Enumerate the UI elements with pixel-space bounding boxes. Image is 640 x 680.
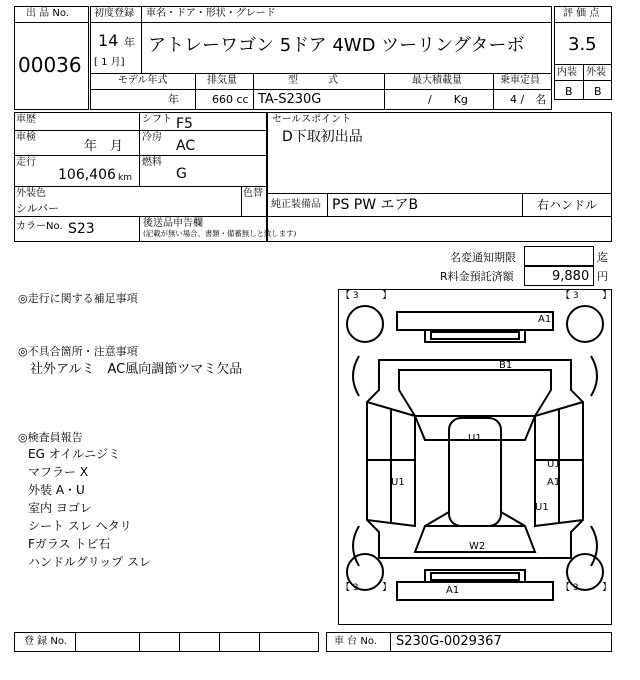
displacement-label: 排気量 — [207, 75, 237, 86]
inspector-item: シート スレ ヘタリ — [28, 519, 132, 533]
type-value: TA-S230G — [258, 92, 322, 107]
car-title: アトレーワゴン 5ドア 4WD ツーリングターボ — [148, 35, 525, 56]
front-bumper-mark: A1 — [538, 314, 552, 325]
model-year-label: モデル年式 — [118, 75, 168, 86]
inspection-value: 年 月 — [84, 139, 124, 154]
rear-glass-mark: W2 — [469, 541, 486, 552]
ac-value: AC — [176, 138, 196, 154]
recycle-label: R料金預託済額 — [440, 270, 514, 283]
inspector-item: Fガラス トビ石 — [28, 537, 111, 551]
front-bumper — [397, 312, 553, 330]
history-label: 車歴 — [16, 114, 36, 125]
title-label: 車名・ドア・形状・グレード — [146, 8, 276, 19]
inspector-item: EG オイルニジミ — [28, 447, 121, 461]
inspector-title: ◎検査員報告 — [18, 431, 83, 444]
inspection-label: 車検 — [16, 132, 36, 143]
rear-bumper — [397, 582, 553, 600]
fuel-label: 燃料 — [142, 157, 162, 168]
capacity-label: 乗車定員 — [500, 75, 540, 86]
max-load: / Kg — [428, 93, 468, 106]
exterior-grade: B — [594, 85, 602, 98]
lot-number: 00036 — [18, 53, 82, 77]
lot-label: 出 品 No. — [26, 8, 69, 19]
damage-diagram — [338, 289, 612, 625]
roof-mark: U1 — [468, 433, 482, 444]
mileage-label: 走行 — [16, 157, 36, 168]
grade-label: 評 価 点 — [563, 8, 600, 19]
fuel-value: G — [176, 166, 187, 182]
shift-value: F5 — [176, 116, 193, 132]
reg-month: [ 1 月] — [94, 57, 125, 68]
max-load-label: 最大積載量 — [412, 75, 462, 86]
wheel-front-right — [567, 306, 603, 342]
name-change-box — [524, 246, 594, 266]
defects-text: 社外アルミ AC風向調節ツマミ欠品 — [30, 362, 243, 377]
repaint-label: 色替 — [243, 188, 263, 199]
handle-value: 右ハンドル — [537, 198, 598, 212]
inspector-item: 外装 A・U — [28, 483, 85, 497]
year-unit: 年 — [124, 36, 135, 49]
defects-title: ◎不具合箇所・注意事項 — [18, 345, 138, 358]
rear-bumper-mark: A1 — [446, 585, 460, 596]
reg-year-label: 初度登録 — [94, 8, 134, 19]
displacement: 660 cc — [212, 93, 249, 106]
corner-label-top-right: 【 3 】 — [561, 291, 612, 301]
recycle-unit: 円 — [597, 270, 608, 283]
interior-label: 内装 — [557, 67, 577, 78]
chassis-label: 車 台 No. — [334, 636, 377, 647]
ac-label: 冷房 — [142, 132, 162, 143]
type-label: 型 式 — [288, 75, 338, 86]
right-lower-mark: U1 — [535, 502, 549, 513]
aftermarket-note: (記載が無い場合、書類・備蓄無しと致します) — [143, 230, 297, 239]
inspector-item: ハンドルグリップ スレ — [28, 555, 152, 569]
sales-point-label: セールスポイント — [272, 114, 352, 125]
driving-notes-title: ◎走行に関する補足事項 — [18, 292, 138, 305]
hood — [399, 370, 551, 416]
mileage-value: 106,406 — [58, 167, 116, 183]
left-side-mark: U1 — [391, 477, 405, 488]
inspector-item: マフラー X — [28, 465, 89, 479]
genuine-label: 純正装備品 — [271, 199, 321, 210]
capacity: 4 / 名 — [510, 93, 547, 106]
reg-year: 14 — [98, 31, 119, 50]
corner-label-bottom-left: 【 3 】 — [341, 583, 392, 593]
corner-label-top-left: 【 3 】 — [341, 291, 392, 301]
name-change-label: 名変通知期限 — [450, 251, 516, 264]
color-no-value: S23 — [68, 221, 95, 237]
right-upper-mark: U1 — [547, 459, 561, 470]
chassis-number: S230G-0029367 — [396, 634, 502, 649]
shift-label: シフト — [142, 114, 172, 125]
interior-grade: B — [565, 85, 573, 98]
exterior-label: 外装 — [586, 67, 606, 78]
reg-no-label: 登 録 No. — [24, 636, 67, 647]
name-change-suffix: 迄 — [597, 251, 608, 264]
aftermarket-label: 後送品申告欄 — [143, 218, 203, 229]
sales-point-value: D下取初出品 — [282, 129, 363, 145]
corner-label-bottom-right: 【 3 】 — [561, 583, 612, 593]
car-outline — [339, 290, 611, 624]
inspector-item: 室内 ヨゴレ — [28, 501, 92, 515]
wheel-front-left — [347, 306, 383, 342]
recycle-value: 9,880 — [552, 269, 590, 284]
genuine-value: PS PW エアB — [332, 197, 419, 213]
color-no-label: カラーNo. — [16, 221, 63, 232]
grade-value: 3.5 — [568, 34, 597, 55]
color-value: シルバー — [16, 202, 59, 215]
hood-mark: B1 — [499, 360, 513, 371]
right-mid-mark: A1 — [547, 477, 561, 488]
model-year-unit: 年 — [168, 93, 179, 106]
mileage-unit: km — [118, 173, 132, 183]
color-label: 外装色 — [16, 188, 46, 199]
